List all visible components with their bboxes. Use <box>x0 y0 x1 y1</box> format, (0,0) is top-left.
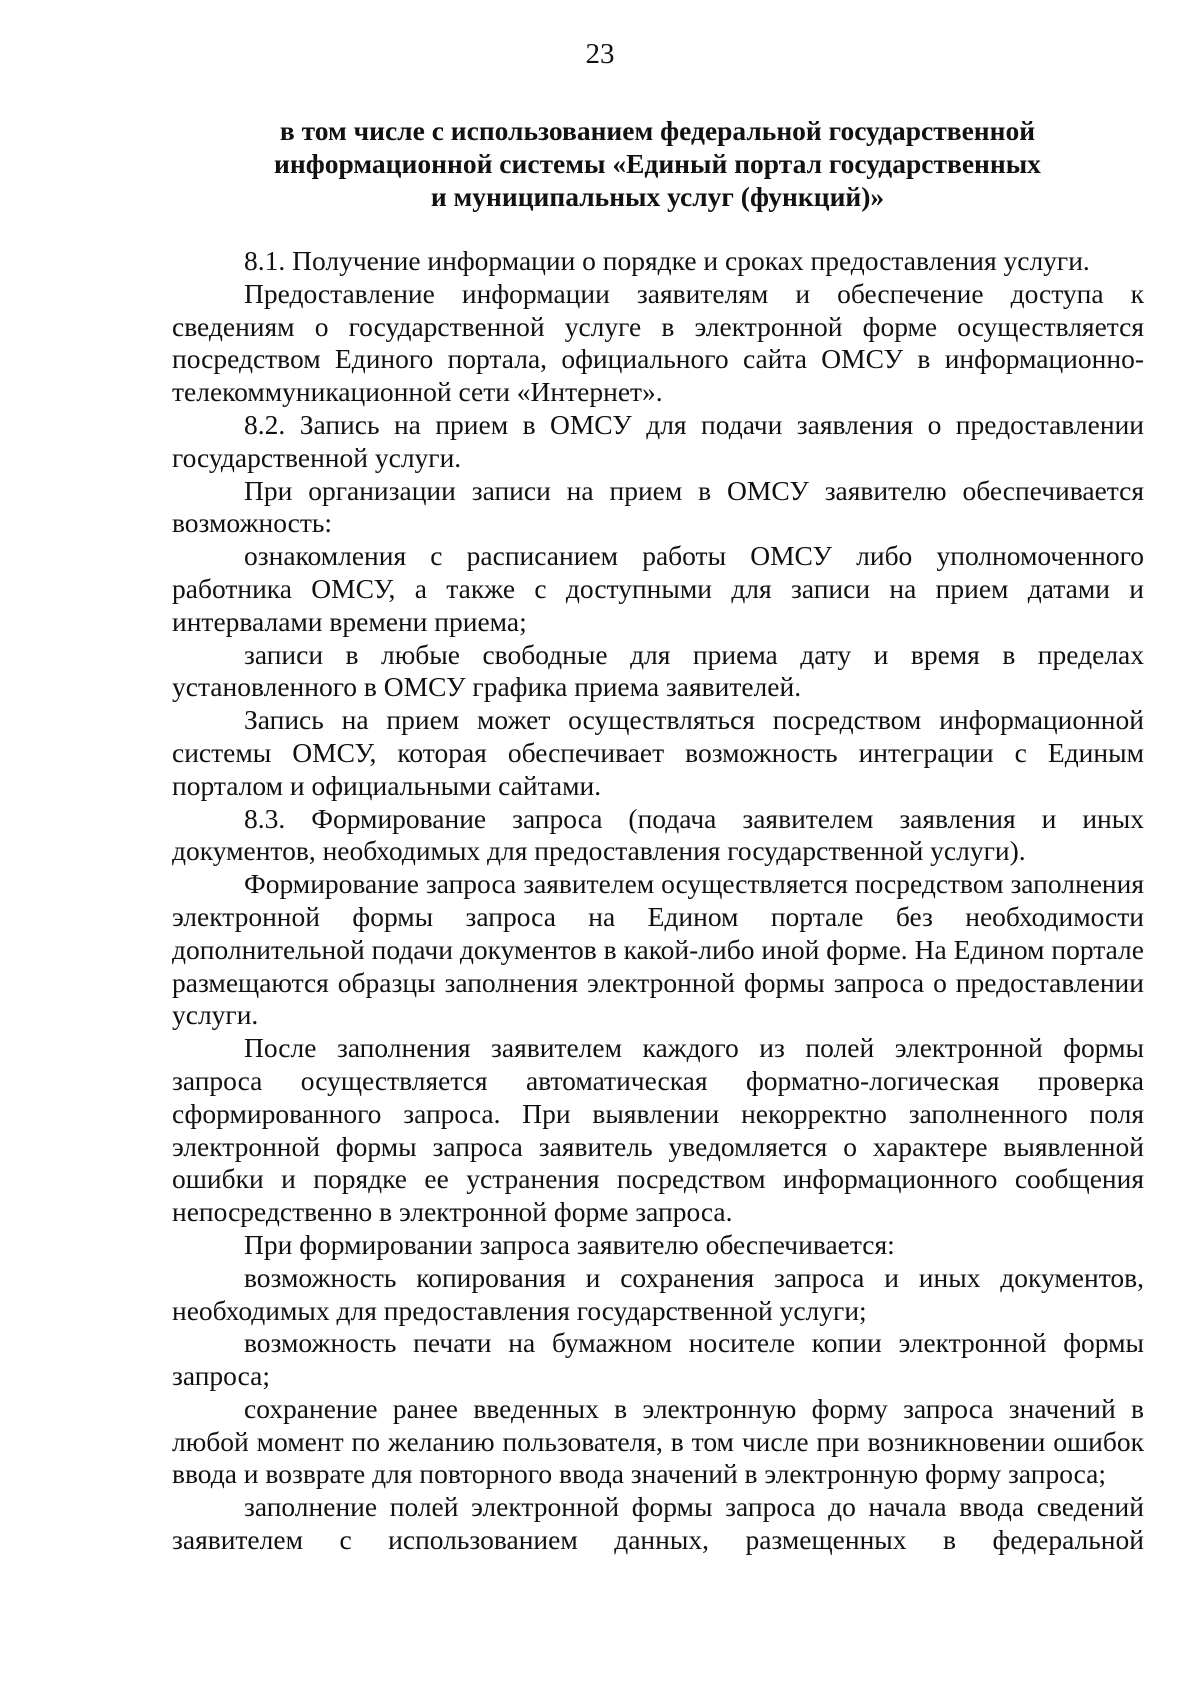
paragraph: 8.3. Формирование запроса (подача заявителем заявления и иных документов, необходимых для предоставления государственной услуги). <box>172 802 1144 867</box>
paragraph: сохранение ранее введенных в электронную форму запроса значений в любой момент по желанию пользователя, в том числе при возникновении ошибок ввода и возврате для повторного ввода значений в электронную форму запроса; <box>172 1392 1144 1490</box>
paragraph: Формирование запроса заявителем осуществляется посредством заполнения электронной формы запроса на Едином портале без необходимости дополнительной подачи документов в какой-либо иной форме. На Едином портале размещаются образцы заполнения электронной формы запроса о предоставлении услуги. <box>172 868 1144 1031</box>
paragraph: При формировании запроса заявителю обеспечивается: <box>244 1228 895 1260</box>
paragraph: 8.2. Запись на прием в ОМСУ для подачи заявления о предоставлении государственной услуги. <box>172 408 1144 473</box>
paragraph: возможность печати на бумажном носителе копии электронной формы запроса; <box>172 1327 1144 1392</box>
section-heading <box>170 114 1145 213</box>
paragraph: После заполнения заявителем каждого из полей электронной формы запроса осуществляется автоматическая форматно-логическая проверка сформированного запроса. При выявлении некорректно заполненного поля электронной формы запроса заявитель уведомляется о характере выявленной ошибки и порядке ее устранения посредством информационного сообщения непосредственно в электронной форме запроса. <box>172 1032 1144 1228</box>
page-number: 23 <box>585 38 615 70</box>
heading-line: информационной системы «Единый портал государственных <box>274 148 1041 179</box>
paragraph: При организации записи на прием в ОМСУ заявителю обеспечивается возможность: <box>172 474 1144 539</box>
paragraph: возможность копирования и сохранения запроса и иных документов, необходимых для предоставления государственной услуги; <box>172 1261 1144 1326</box>
paragraph: заполнение полей электронной формы запроса до начала ввода сведений заявителем с использованием данных, размещенных в федеральной <box>172 1491 1144 1556</box>
paragraph: записи в любые свободные для приема дату и время в пределах установленного в ОМСУ графика приема заявителей. <box>172 638 1144 703</box>
document-body <box>172 245 1144 1557</box>
paragraph: ознакомления с расписанием работы ОМСУ либо уполномоченного работника ОМСУ, а также с доступными для записи на прием датами и интервалами времени приема; <box>172 540 1144 637</box>
heading-line: и муниципальных услуг (функций)» <box>430 181 885 212</box>
paragraph: Предоставление информации заявителям и обеспечение доступа к сведениям о государственной услуге в электронной форме осуществляется посредством Единого портала, официального сайта ОМСУ в информационно-телекоммуникационной сети «Интернет». <box>172 277 1144 408</box>
paragraph: 8.1. Получение информации о порядке и сроках предоставления услуги. <box>244 245 1090 276</box>
heading-line: в том числе с использованием федеральной государственной <box>279 115 1036 146</box>
paragraph: Запись на прием может осуществляться посредством информационной системы ОМСУ, которая обеспечивает возможность интеграции с Единым порталом и официальными сайтами. <box>172 704 1144 801</box>
